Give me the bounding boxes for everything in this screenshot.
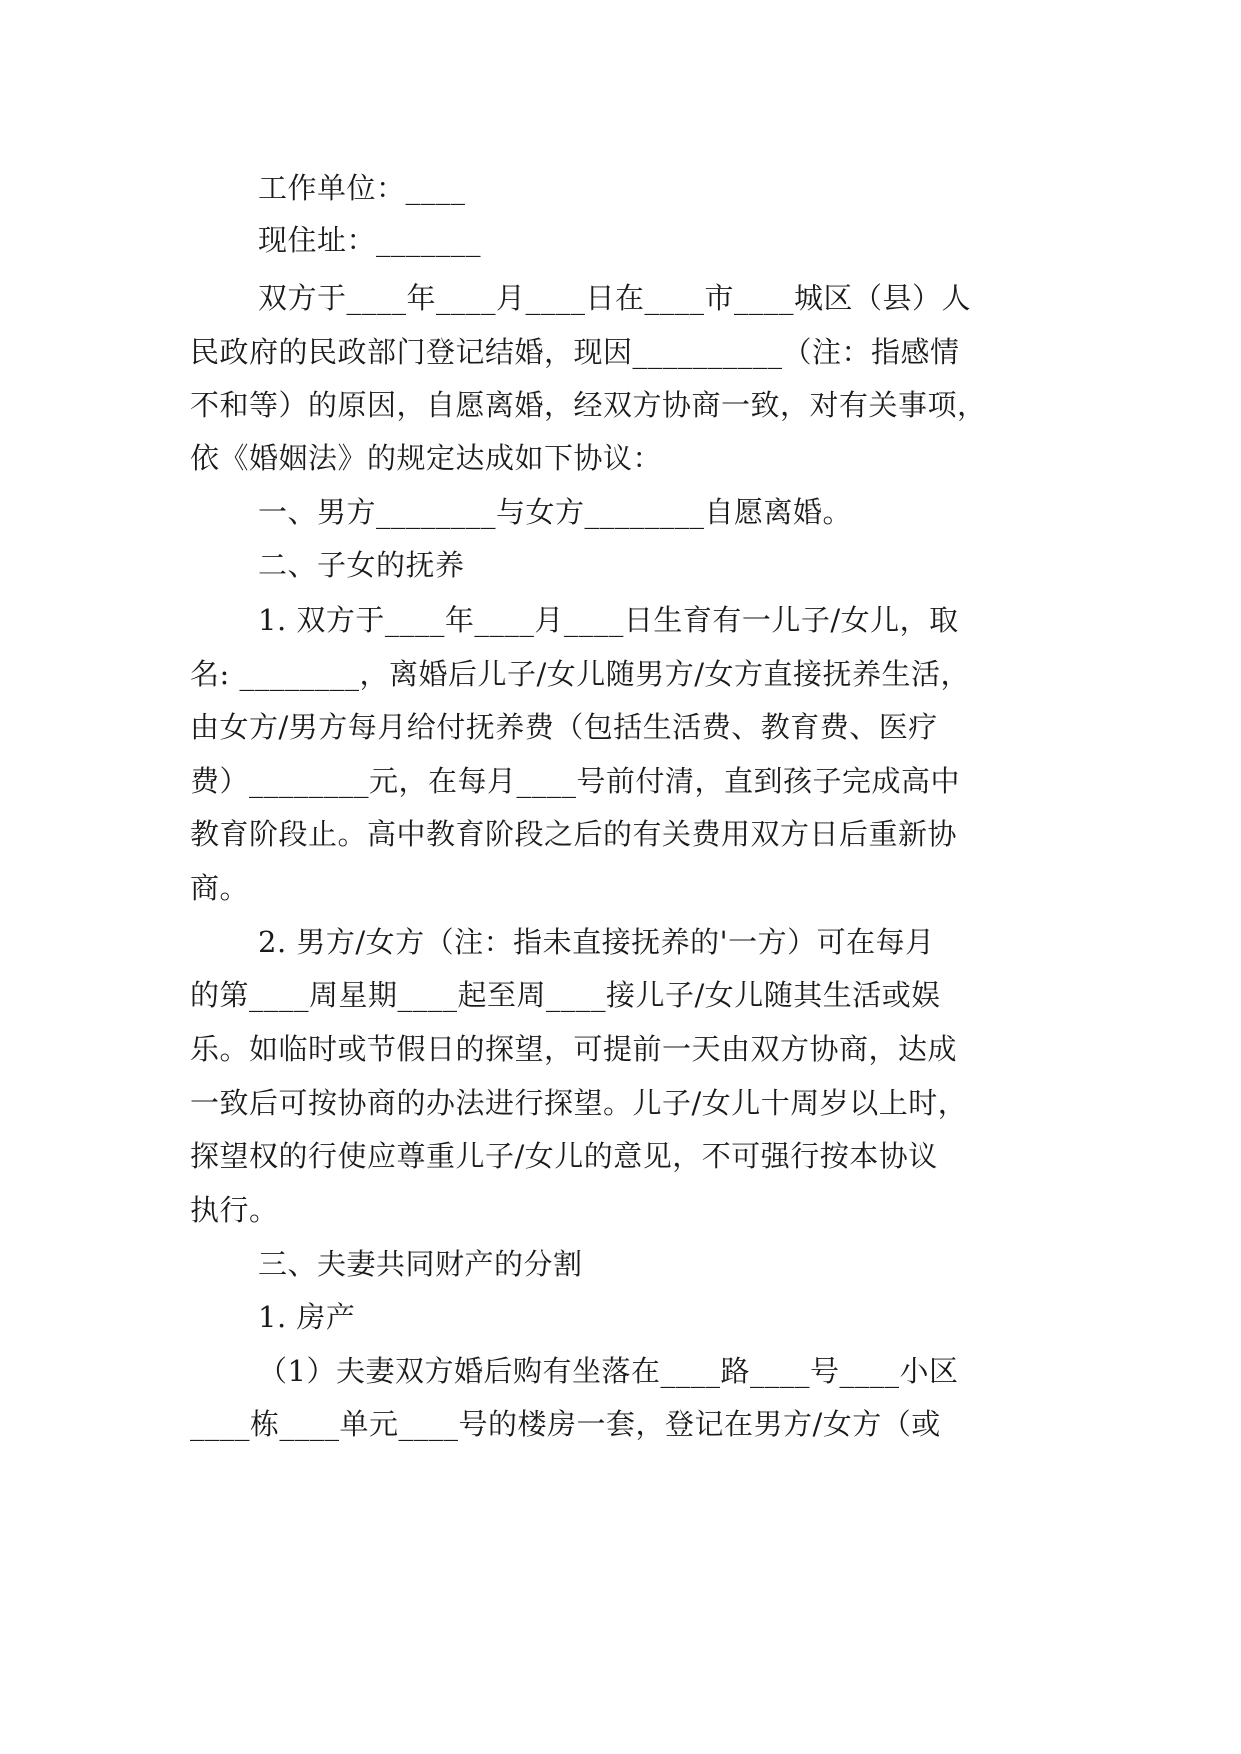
text-line: 执行。 (190, 1193, 279, 1227)
text-line: 乐。如临时或节假日的探望，可提前一天由双方协商，达成 (190, 1032, 958, 1066)
section-heading: 三、夫妻共同财产的分割 (258, 1247, 583, 1281)
text-line: 不和等）的原因，自愿离婚，经双方协商一致，对有关事项， (190, 388, 987, 422)
text-line: 费）________元，在每月____号前付清，直到孩子完成高中 (190, 764, 961, 798)
text-line: 由女方/男方每月给付抚养费（包括生活费、教育费、医疗 (190, 710, 938, 744)
text-line: 现住址：_______ (258, 223, 482, 257)
section-heading: 二、子女的抚养 (258, 548, 465, 582)
text-line: 依《婚姻法》的规定达成如下协议： (190, 441, 663, 475)
text-line: 一致后可按协商的办法进行探望。儿子/女儿十周岁以上时， (190, 1086, 968, 1120)
subsection-heading: 1. 房产 (258, 1300, 356, 1334)
text-line: 一、男方________与女方________自愿离婚。 (258, 495, 853, 529)
text-line: 探望权的行使应尊重儿子/女儿的意见，不可强行按本协议 (190, 1139, 938, 1173)
text-line: 双方于____年____月____日在____市____城区（县）人 (258, 281, 972, 315)
text-line: ____栋____单元____号的楼房一套，登记在男方/女方（或 (190, 1407, 941, 1441)
text-line: 1. 双方于____年____月____日生育有一儿子/女儿，取 (258, 603, 959, 637)
text-line: 教育阶段止。高中教育阶段之后的有关费用双方日后重新协 (190, 817, 958, 851)
text-line: 民政府的民政部门登记结婚，现因__________（注：指感情 (190, 335, 960, 369)
text-line: 工作单位：____ (258, 171, 466, 205)
text-line: 2. 男方/女方（注：指未直接抚养的'一方）可在每月 (258, 925, 935, 959)
text-line: 的第____周星期____起至周____接儿子/女儿随其生活或娱 (190, 978, 941, 1012)
text-line: 商。 (190, 871, 250, 905)
text-line: 名: ________，离婚后儿子/女儿随男方/女方直接抚养生活， (190, 657, 971, 691)
text-line: （1）夫妻双方婚后购有坐落在____路____号____小区 (258, 1354, 959, 1388)
